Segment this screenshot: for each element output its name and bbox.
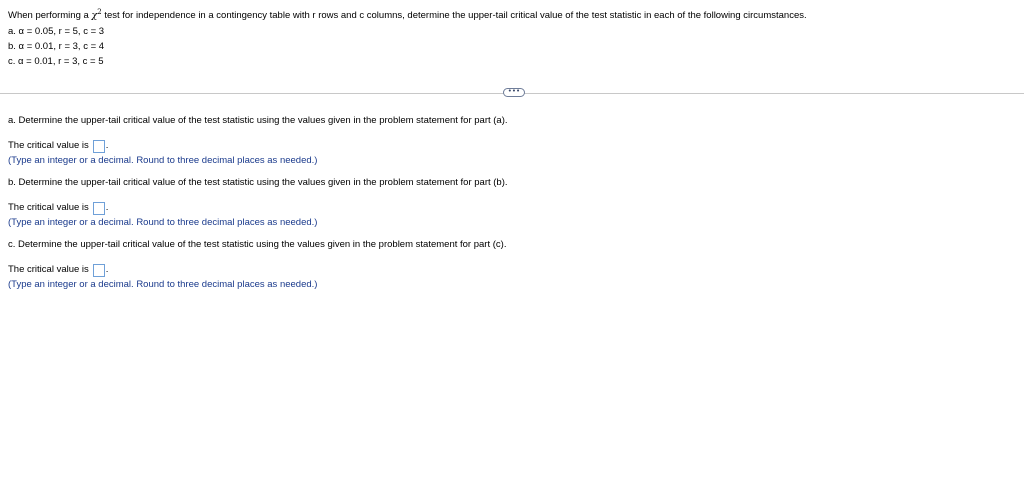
part-c-answer-suffix: . [105, 264, 109, 275]
part-a-answer-prefix: The critical value is [8, 140, 89, 151]
problem-statement [8, 9, 1008, 69]
question-parts [8, 115, 1008, 291]
part-c [8, 239, 1008, 291]
part-b-hint: (Type an integer or a decimal. Round to three decimal places as needed.) [8, 217, 318, 228]
part-a-answer-line [8, 139, 1008, 153]
part-a-answer-suffix: . [105, 140, 109, 151]
condition-a: a. α = 0.05, r = 5, c = 3 [8, 26, 105, 37]
part-c-answer-prefix: The critical value is [8, 264, 89, 275]
chi-square-symbol: $\chi^2$ [91, 7, 102, 21]
part-a-hint: (Type an integer or a decimal. Round to three decimal places as needed.) [8, 155, 318, 166]
part-b-answer-input[interactable] [93, 202, 105, 215]
part-a-question: a. Determine the upper-tail critical value of the test statistic using the values given in the problem statement for part (a). [8, 115, 508, 126]
intro-text-before: When performing a [8, 10, 89, 21]
part-b-answer-prefix: The critical value is [8, 202, 89, 213]
condition-b: b. α = 0.01, r = 3, c = 4 [8, 41, 105, 52]
intro-text-after: test for independence in a contingency table with r rows and c columns, determine the upper-tail critical value of the test statistic in each of the following circumstances. [104, 10, 807, 21]
more-dots-icon: ••• [507, 86, 521, 95]
part-c-hint: (Type an integer or a decimal. Round to three decimal places as needed.) [8, 279, 318, 290]
conditions-list [8, 24, 1008, 69]
part-c-answer-line [8, 263, 1008, 277]
part-c-answer-input[interactable] [93, 264, 105, 277]
part-a-answer-input[interactable] [93, 140, 105, 153]
part-a [8, 115, 1008, 167]
condition-c: c. α = 0.01, r = 3, c = 5 [8, 56, 104, 67]
part-b [8, 177, 1008, 229]
problem-intro [8, 9, 1008, 23]
part-b-question: b. Determine the upper-tail critical value of the test statistic using the values given in the problem statement for part (b). [8, 177, 508, 188]
part-b-answer-suffix: . [105, 202, 109, 213]
part-c-question: c. Determine the upper-tail critical value of the test statistic using the values given in the problem statement for part (c). [8, 239, 507, 250]
expand-button[interactable] [503, 88, 525, 97]
part-b-answer-line [8, 201, 1008, 215]
